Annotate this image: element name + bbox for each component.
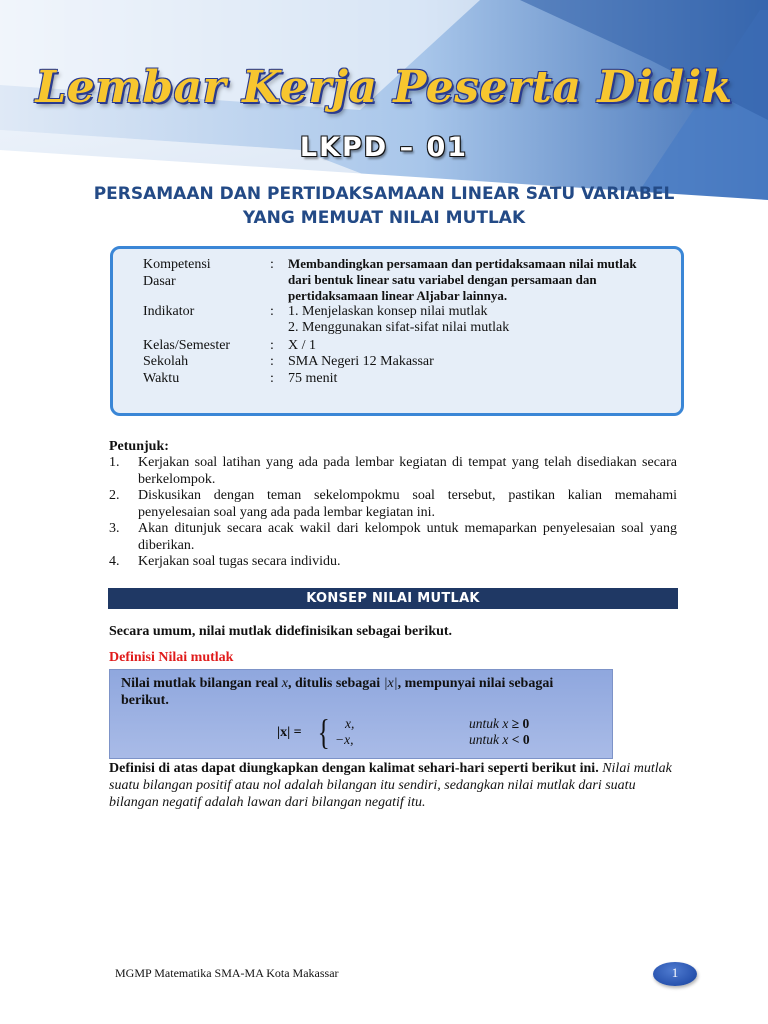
definition-title: Definisi Nilai mutlak bbox=[109, 650, 234, 665]
definition-text bbox=[121, 675, 591, 709]
page-number: 1 bbox=[653, 962, 697, 986]
footer-text: MGMP Matematika SMA-MA Kota Makassar bbox=[115, 966, 339, 980]
case-1-cond-word: untuk x bbox=[469, 716, 509, 731]
waktu-label: Waktu bbox=[143, 371, 180, 386]
petunjuk-text: Diskusikan dengan teman sekelompokmu soal tersebut, pastikan kalian memahami penyelesaian soal yang ada pada lembar kegiatan ini. bbox=[138, 488, 677, 520]
definition-text-2: , ditulis sebagai bbox=[288, 676, 384, 691]
petunjuk-number: 4. bbox=[109, 554, 120, 569]
petunjuk-list bbox=[109, 455, 677, 571]
definition-abs-x: |x| bbox=[383, 676, 398, 691]
kompetensi-value-3: pertidaksamaan linear Aljabar lainnya. bbox=[288, 288, 508, 303]
subtitle bbox=[0, 182, 768, 230]
definition-text-1: Nilai mutlak bilangan real bbox=[121, 676, 282, 691]
petunjuk-title: Petunjuk: bbox=[109, 439, 169, 454]
case-1-cond-op: ≥ 0 bbox=[508, 716, 530, 731]
indikator-item-1: 1. Menjelaskan konsep nilai mutlak bbox=[288, 304, 488, 319]
indikator-label: Indikator bbox=[143, 304, 195, 319]
petunjuk-item bbox=[109, 455, 677, 488]
absolute-value-formula bbox=[277, 712, 577, 752]
left-brace-icon: { bbox=[317, 712, 330, 752]
petunjuk-text: Akan ditunjuk secara acak wakil dari kelompok untuk memaparkan penyelesaian soal yang diberikan. bbox=[138, 521, 677, 553]
colon: : bbox=[270, 304, 274, 319]
petunjuk-item bbox=[109, 488, 677, 521]
case-2-cond-op: < 0 bbox=[508, 732, 530, 747]
subtitle-line-1: PERSAMAAN DAN PERTIDAKSAMAAN LINEAR SATU VARIABEL bbox=[93, 184, 675, 204]
lkpd-code: LKPD – 01 bbox=[299, 132, 469, 163]
case-1-condition bbox=[469, 716, 529, 732]
definition-box bbox=[109, 669, 613, 759]
kompetensi-label-2: Dasar bbox=[143, 274, 176, 289]
info-box bbox=[110, 246, 684, 416]
case-2-value: −x, bbox=[335, 732, 354, 747]
definition-var-x: x bbox=[281, 676, 288, 691]
case-2-condition bbox=[469, 732, 530, 748]
petunjuk-text: Kerjakan soal tugas secara individu. bbox=[138, 554, 341, 569]
kelas-value: X / 1 bbox=[288, 338, 316, 353]
definition-explanation bbox=[109, 760, 679, 811]
waktu-value: 75 menit bbox=[288, 371, 338, 386]
intro-text: Secara umum, nilai mutlak didefinisikan sebagai berikut. bbox=[109, 624, 453, 639]
colon: : bbox=[270, 371, 274, 386]
colon: : bbox=[270, 354, 274, 369]
section-title-bar: KONSEP NILAI MUTLAK bbox=[108, 588, 678, 609]
sekolah-label: Sekolah bbox=[143, 354, 189, 369]
definition-text-3: , mempunyai nilai sebagai berikut. bbox=[121, 676, 554, 708]
indikator-item-2: 2. Menggunakan sifat-sifat nilai mutlak bbox=[288, 320, 510, 335]
petunjuk-number: 1. bbox=[109, 455, 120, 470]
case-1-value: x, bbox=[345, 716, 355, 731]
case-2-cond-word: untuk x bbox=[469, 732, 509, 747]
main-title: Lembar Kerja Peserta Didik bbox=[35, 62, 733, 113]
petunjuk-number: 3. bbox=[109, 521, 120, 536]
kelas-label: Kelas/Semester bbox=[143, 338, 231, 353]
colon: : bbox=[270, 338, 274, 353]
petunjuk-text: Kerjakan soal latihan yang ada pada lembar kegiatan di tempat yang telah disediakan secara berkelompok. bbox=[138, 455, 677, 487]
kompetensi-value-2: dari bentuk linear satu variabel dengan persamaan dan bbox=[288, 272, 597, 287]
kompetensi-value-1: Membandingkan persamaan dan pertidaksamaan nilai mutlak bbox=[288, 256, 637, 271]
explanation-italic: Nilai mutlak suatu bilangan positif atau nol adalah bilangan itu sendiri, sedangkan nilai mutlak dari suatu bilangan negatif adalah lawan dari bilangan negatif itu. bbox=[109, 761, 672, 810]
colon: : bbox=[270, 257, 274, 272]
petunjuk-number: 2. bbox=[109, 488, 120, 503]
subtitle-line-2: YANG MEMUAT NILAI MUTLAK bbox=[242, 208, 526, 228]
kompetensi-label-1: Kompetensi bbox=[143, 257, 211, 272]
explanation-normal: Definisi di atas dapat diungkapkan dengan kalimat sehari-hari seperti berikut ini. bbox=[109, 761, 603, 776]
sekolah-value: SMA Negeri 12 Makassar bbox=[288, 354, 434, 369]
petunjuk-item bbox=[109, 521, 677, 554]
petunjuk-item bbox=[109, 554, 677, 571]
formula-lhs: |x| = bbox=[277, 725, 302, 740]
